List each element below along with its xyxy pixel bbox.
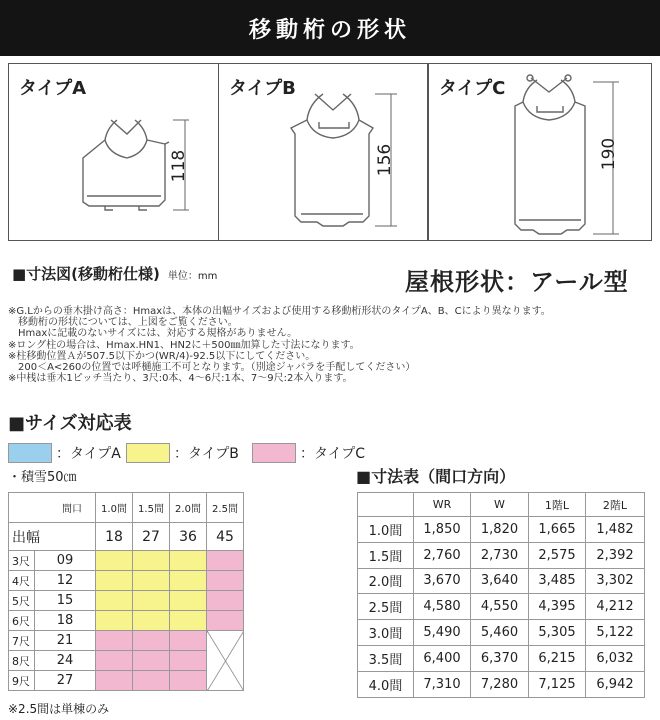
dimension-drawing-heading	[12, 263, 217, 284]
dimension-value: 4,580	[414, 594, 471, 620]
legend-type-b	[126, 443, 239, 463]
size-table-heading: ■サイズ対応表	[8, 413, 132, 434]
type-b-panel	[218, 63, 428, 241]
unit-label: 単位：mm	[167, 271, 218, 282]
size-cell-type-b	[96, 611, 133, 631]
dimension-row-label: 4.0間	[358, 671, 414, 697]
dimension-table	[357, 492, 645, 698]
dimension-table-row	[358, 594, 645, 620]
dimension-value: 6,400	[414, 645, 471, 671]
dimension-value: 7,310	[414, 671, 471, 697]
legend-type-a	[8, 443, 121, 463]
dimension-table-row	[358, 542, 645, 568]
legend-label-b: ：タイプB	[174, 446, 239, 462]
page-title: 移動桁の形状	[0, 0, 660, 56]
dimension-table-heading: ■寸法表（間口方向）	[356, 467, 516, 486]
size-cell-type-c	[96, 631, 133, 651]
type-a-label: タイプA	[19, 78, 87, 99]
size-table	[8, 492, 244, 691]
note-line: 移動桁の形状については、上図をご覧ください。	[8, 317, 238, 329]
row-code: 15	[35, 591, 96, 611]
size-cell-type-c	[96, 671, 133, 691]
col-label: 1.5間	[133, 493, 170, 523]
size-cell-type-b	[96, 591, 133, 611]
dimension-value: 6,942	[586, 671, 645, 697]
size-cell-type-b	[133, 611, 170, 631]
size-cell-type-b	[170, 611, 207, 631]
col-label: 2.0間	[170, 493, 207, 523]
size-cell-unavailable	[207, 631, 244, 691]
col-value: 27	[133, 523, 170, 551]
row-shaku: 5尺	[9, 591, 35, 611]
row-code: 12	[35, 571, 96, 591]
dimension-value: 2,392	[586, 542, 645, 568]
dimension-table-header-row	[358, 493, 645, 517]
dimension-row-label: 3.5間	[358, 645, 414, 671]
type-c-panel	[428, 63, 652, 241]
row-shaku: 6尺	[9, 611, 35, 631]
dimension-value: 3,670	[414, 568, 471, 594]
col-value: 18	[96, 523, 133, 551]
size-cell-type-b	[170, 571, 207, 591]
type-b-label: タイプB	[229, 78, 296, 99]
dimension-value: 2,760	[414, 542, 471, 568]
roof-shape-label: 屋根形状：アール型	[405, 268, 629, 296]
size-cell-type-c	[207, 591, 244, 611]
dimension-value: 5,460	[471, 620, 529, 646]
size-table-row	[9, 571, 244, 591]
legend-swatch-c	[252, 443, 296, 463]
type-c-label: タイプC	[439, 78, 506, 99]
legend-swatch-a	[8, 443, 52, 463]
size-cell-type-c	[207, 611, 244, 631]
dimension-heading-text: ■寸法図(移動桁仕様)	[12, 265, 160, 283]
row-shaku: 7尺	[9, 631, 35, 651]
size-cell-type-c	[170, 651, 207, 671]
size-cell-type-c	[133, 671, 170, 691]
dimension-value: 5,490	[414, 620, 471, 646]
size-cell-type-b	[96, 571, 133, 591]
row-shaku: 9尺	[9, 671, 35, 691]
size-table-row	[9, 591, 244, 611]
row-code: 18	[35, 611, 96, 631]
dimension-row-label: 2.5間	[358, 594, 414, 620]
type-a-dimension: 118	[169, 149, 190, 183]
dimension-value: 3,485	[529, 568, 586, 594]
size-cell-type-c	[207, 571, 244, 591]
dimension-value: 3,640	[471, 568, 529, 594]
size-cell-type-b	[133, 571, 170, 591]
dimension-table-row	[358, 645, 645, 671]
dimension-value: 4,212	[586, 594, 645, 620]
size-cell-type-c	[133, 651, 170, 671]
row-shaku: 3尺	[9, 551, 35, 571]
row-code: 24	[35, 651, 96, 671]
type-b-dimension: 156	[375, 143, 396, 177]
size-cell-type-b	[96, 551, 133, 571]
note-line: ※柱移動位置Ａが507.5以下かつ(WR/4)-92.5以下にしてください。	[8, 350, 316, 362]
legend-swatch-b	[126, 443, 170, 463]
dimension-header-cell: W	[471, 493, 529, 517]
note-line: ※ロング柱の場合は、Hmax.HN1、HN2に＋500㎜加算した寸法になります。	[8, 339, 360, 351]
notes-block	[8, 306, 658, 384]
dimension-value: 4,550	[471, 594, 529, 620]
dimension-table-row	[358, 568, 645, 594]
dimension-value: 1,850	[414, 517, 471, 543]
dimension-value: 7,280	[471, 671, 529, 697]
size-table-row	[9, 611, 244, 631]
dimension-value: 4,395	[529, 594, 586, 620]
dimension-table-row	[358, 671, 645, 697]
size-cell-type-c	[170, 631, 207, 651]
size-cell-type-c	[96, 651, 133, 671]
dimension-value: 6,215	[529, 645, 586, 671]
dimension-value: 6,370	[471, 645, 529, 671]
dimension-header-cell	[358, 493, 414, 517]
dimension-value: 6,032	[586, 645, 645, 671]
size-cell-type-b	[170, 591, 207, 611]
legend-label-a: ：タイプA	[56, 446, 121, 462]
size-table-corner-top: 間口	[9, 493, 96, 523]
dimension-value: 1,665	[529, 517, 586, 543]
row-code: 09	[35, 551, 96, 571]
size-cell-type-b	[133, 551, 170, 571]
dimension-table-row	[358, 620, 645, 646]
dimension-row-label: 3.0間	[358, 620, 414, 646]
dimension-value: 7,125	[529, 671, 586, 697]
col-label: 2.5間	[207, 493, 244, 523]
dimension-value: 1,820	[471, 517, 529, 543]
type-c-profile-drawing	[429, 64, 653, 242]
dimension-value: 1,482	[586, 517, 645, 543]
dimension-header-cell: WR	[414, 493, 471, 517]
type-a-panel	[8, 63, 220, 241]
col-label: 1.0間	[96, 493, 133, 523]
size-table-header-row	[9, 493, 244, 523]
dimension-value: 2,575	[529, 542, 586, 568]
dimension-value: 3,302	[586, 568, 645, 594]
col-value: 45	[207, 523, 244, 551]
note-line: Hmaxに記載のないサイズには、対応する規格がありません。	[8, 328, 298, 340]
type-c-dimension: 190	[599, 137, 620, 171]
size-cell-type-c	[170, 671, 207, 691]
dimension-value: 5,122	[586, 620, 645, 646]
note-line: ※中桟は垂木1ピッチ当たり、3尺:0本、4～6尺:1本、7～9尺:2本入ります。	[8, 373, 353, 385]
row-shaku: 8尺	[9, 651, 35, 671]
dimension-row-label: 2.0間	[358, 568, 414, 594]
dimension-value: 5,305	[529, 620, 586, 646]
legend-type-c	[252, 443, 365, 463]
dimension-header-cell: 1階L	[529, 493, 586, 517]
snow-load-label: ・積雪50㎝	[8, 470, 77, 485]
col-value: 36	[170, 523, 207, 551]
size-cell-type-c	[207, 551, 244, 571]
size-table-row	[9, 631, 244, 651]
dimension-table-row	[358, 517, 645, 543]
dimension-value: 2,730	[471, 542, 529, 568]
note-line: ※G.Lからの垂木掛け高さ：Hmaxは、本体の出幅サイズおよび使用する移動桁形状のタイプA、B、Cにより異なります。	[8, 306, 551, 317]
dimension-row-label: 1.0間	[358, 517, 414, 543]
size-table-value-row	[9, 523, 244, 551]
size-table-footnote: ※2.5間は単棟のみ	[8, 702, 110, 716]
size-table-corner-bottom: 出幅	[9, 523, 96, 551]
legend-label-c: ：タイプC	[300, 446, 366, 462]
type-b-profile-drawing	[219, 64, 429, 242]
size-cell-type-b	[133, 591, 170, 611]
row-code: 21	[35, 631, 96, 651]
size-cell-type-b	[170, 551, 207, 571]
row-shaku: 4尺	[9, 571, 35, 591]
size-cell-type-c	[133, 631, 170, 651]
note-line: 200＜A<260の位置では呼樋施工不可となります。（別途ジャバラを手配してください）	[8, 362, 416, 374]
dimension-row-label: 1.5間	[358, 542, 414, 568]
row-code: 27	[35, 671, 96, 691]
dimension-header-cell: 2階L	[586, 493, 645, 517]
size-table-row	[9, 551, 244, 571]
